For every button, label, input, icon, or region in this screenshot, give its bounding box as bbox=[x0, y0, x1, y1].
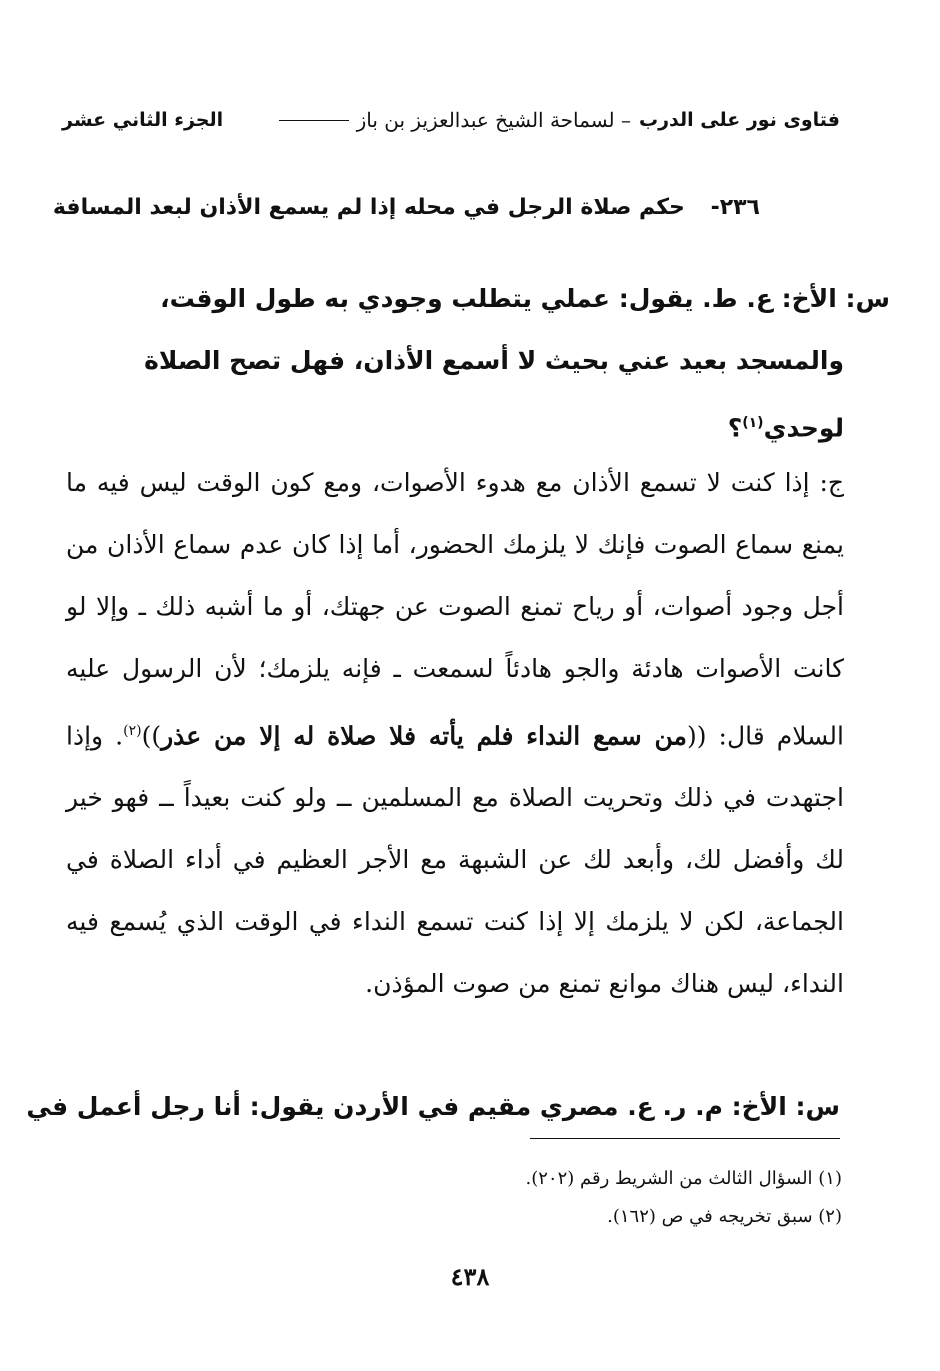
answer-text-1: ج: إذا كنت لا تسمع الأذان مع هدوء الأصوات، ومع كون الوقت ليس فيه ما يمنع سماع الصوت فإنك لا يلزمك الحضور، أما إذا كان عدم سماع الأذان من أجل وجود أصوات، أو رياح تمنع الصوت عن جهتك، أو ما أشبه ذلك ـ وإلا لو كانت الأصوات هادئة والجو هادئاً لسمعت ـ فإنه يلزمك؛ لأن الرسول عليه السلام قال: (( bbox=[66, 468, 844, 751]
running-header bbox=[62, 100, 840, 140]
footnote-1: (١) السؤال الثالث من الشريط رقم (٢٠٢). bbox=[525, 1168, 842, 1189]
page-number: ٤٣٨ bbox=[450, 1262, 490, 1291]
footnote-ref-2: (٢) bbox=[123, 723, 142, 739]
header-author: – لسماحة الشيخ عبدالعزيز بن باز bbox=[356, 108, 631, 132]
question-1-line-1: س: الأخ: ع. ط. يقول: عملي يتطلب وجودي به طول الوقت، bbox=[160, 284, 890, 313]
question-1-line-3 bbox=[66, 392, 844, 459]
hadith-close: )) bbox=[141, 721, 162, 751]
fatwa-number: ٢٣٦- bbox=[710, 195, 760, 220]
hadith-quote: من سمع النداء فلم يأته فلا صلاة له إلا من عذر bbox=[161, 721, 687, 751]
question-1-line-2: والمسجد بعيد عني بحيث لا أسمع الأذان، فهل تصح الصلاة bbox=[144, 346, 844, 375]
header-book-title: فتاوى نور على الدرب bbox=[639, 109, 840, 131]
header-book-info bbox=[279, 108, 840, 132]
question-2: س: الأخ: م. ر. ع. مصري مقيم في الأردن يقول: أنا رجل أعمل في bbox=[26, 1092, 840, 1121]
footnote-ref-1: (١) bbox=[742, 415, 764, 431]
footnote-2: (٢) سبق تخريجه في ص (١٦٢). bbox=[607, 1206, 842, 1227]
answer-text-2: . وإذا اجتهدت في ذلك وتحريت الصلاة مع المسلمين ــ ولو كنت بعيداً ــ فهو خير لك وأفضل لك، وأبعد لك عن الشبهة مع الأجر العظيم في أداء الصلاة في الجماعة، لكن لا يلزمك إلا إذا كنت تسمع النداء في الوقت الذي يُسمع فيه النداء، ليس هناك موانع تمنع من صوت المؤذن. bbox=[66, 721, 844, 999]
fatwa-title-text: حكم صلاة الرجل في محله إذا لم يسمع الأذان لبعد المسافة bbox=[52, 195, 685, 220]
fatwa-title bbox=[52, 195, 760, 220]
header-volume: الجزء الثاني عشر bbox=[62, 109, 224, 131]
answer-paragraph bbox=[66, 452, 844, 1015]
question-1 bbox=[66, 268, 890, 459]
question-1-end-mark: ؟ bbox=[727, 413, 743, 443]
footnotes bbox=[200, 1160, 842, 1236]
footnote-separator bbox=[530, 1138, 840, 1139]
question-1-line-3-text: لوحدي bbox=[763, 413, 844, 443]
header-dash-rule bbox=[279, 120, 349, 121]
